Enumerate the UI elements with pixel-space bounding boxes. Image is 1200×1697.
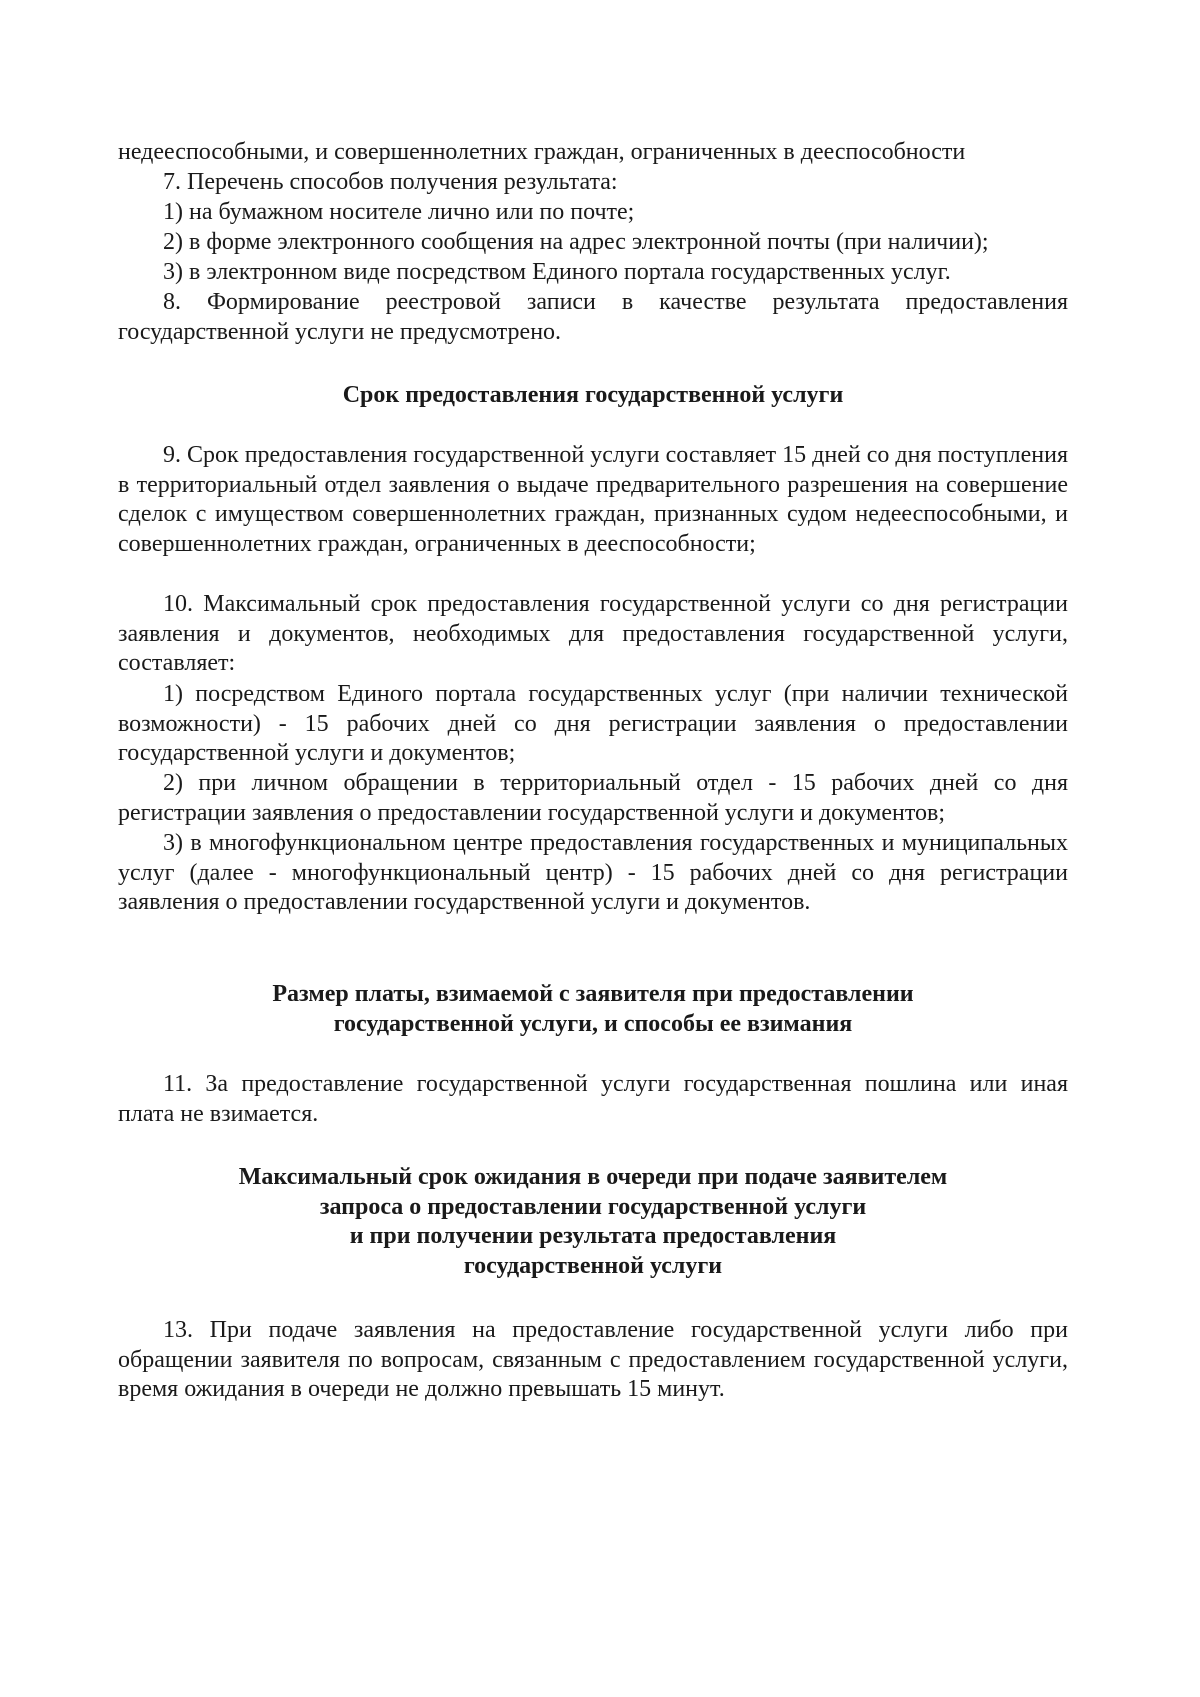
item-13-paragraph: 13. При подаче заявления на предоставление государственной услуги либо при обращении заявителя по вопросам, связанным с предоставлением государственной услуги, время ожидания в очереди не должно превышать 15 минут. bbox=[118, 1317, 1068, 1403]
section-term-title: Срок предоставления государственной услуги bbox=[342, 382, 844, 408]
item-7-sub-3: 3) в электронном виде посредством Единого портала государственных услуг. bbox=[163, 259, 951, 285]
item-10-sub-2: 2) при личном обращении в территориальный отдел - 15 рабочих дней со дня регистрации заявления о предоставлении государственной услуги и документов; bbox=[118, 770, 1068, 826]
item-8-paragraph: 8. Формирование реестровой записи в качестве результата предоставления государственной услуги не предусмотрено. bbox=[118, 289, 1068, 345]
item-10-paragraph: 10. Максимальный срок предоставления государственной услуги со дня регистрации заявления и документов, необходимых для предоставления государственной услуги, составляет: bbox=[118, 591, 1068, 677]
section-queue-title-line-4: государственной услуги bbox=[463, 1252, 723, 1279]
section-fee-heading bbox=[118, 980, 1068, 1039]
item-7-sub-1: 1) на бумажном носителе лично или по почте; bbox=[163, 199, 635, 225]
section-queue-title-line-1: Максимальный срок ожидания в очереди при подаче заявителем bbox=[238, 1164, 948, 1190]
section-queue-title-line-2: запроса о предоставлении государственной услуги bbox=[319, 1193, 867, 1220]
section-queue-heading bbox=[118, 1163, 1068, 1281]
item-7-sub-2: 2) в форме электронного сообщения на адрес электронной почты (при наличии); bbox=[163, 229, 989, 255]
intro-line: недееспособными, и совершеннолетних граждан, ограниченных в дееспособности bbox=[118, 139, 966, 165]
section-queue-title-line-3: и при получении результата предоставления bbox=[349, 1223, 837, 1250]
item-11-paragraph: 11. За предоставление государственной услуги государственная пошлина или иная плата не взимается. bbox=[118, 1071, 1068, 1127]
section-term-heading bbox=[118, 381, 1068, 411]
section-fee-title-line-2: государственной услуги, и способы ее взимания bbox=[333, 1010, 853, 1037]
item-10-sub-3: 3) в многофункциональном центре предоставления государственных и муниципальных услуг (далее - многофункциональный центр) - 15 рабочих дней со дня регистрации заявления о предоставлении государственной услуги и документов. bbox=[118, 830, 1068, 916]
item-7-heading: 7. Перечень способов получения результата: bbox=[163, 169, 618, 195]
section-fee-title-line-1: Размер платы, взимаемой с заявителя при предоставлении bbox=[272, 981, 914, 1007]
item-10-sub-1: 1) посредством Единого портала государственных услуг (при наличии технической возможности) - 15 рабочих дней со дня регистрации заявления о предоставлении государственной услуги и документов; bbox=[118, 681, 1068, 767]
item-9-paragraph: 9. Срок предоставления государственной услуги составляет 15 дней со дня поступления в территориальный отдел заявления о выдаче предварительного разрешения на совершение сделок с имуществом совершеннолетних граждан, признанных судом недееспособными, и совершеннолетних граждан, ограниченных в дееспособности; bbox=[118, 442, 1068, 557]
